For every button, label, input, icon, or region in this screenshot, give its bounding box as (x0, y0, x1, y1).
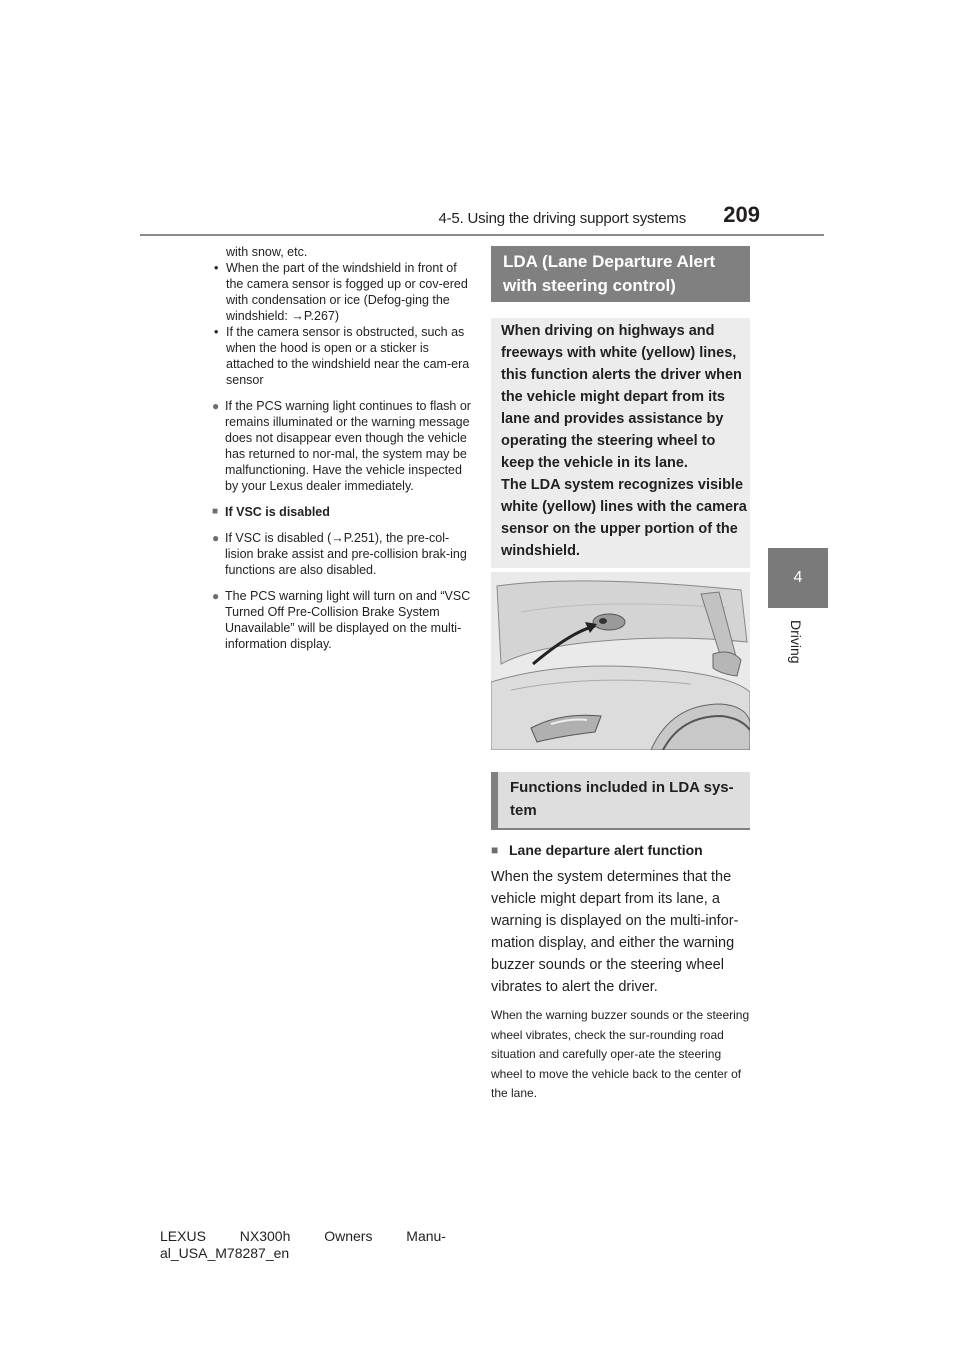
intro-paragraph: The LDA system recognizes visible white (yellow) lines with the camera sensor on the upper portion of the windshield. (501, 477, 747, 559)
functions-section-title: Functions included in LDA sys-tem (491, 772, 750, 830)
lda-section-title: LDA (Lane Departure Alert with steering control) (491, 246, 750, 302)
header-rule (140, 234, 824, 236)
page-header (140, 200, 824, 236)
circle-bullet-icon: ● (212, 399, 220, 413)
footer-word: Manu- (406, 1228, 446, 1244)
vsc-heading: ■ If VSC is disabled (212, 505, 330, 519)
right-column (491, 246, 750, 1104)
intro-paragraph: When driving on highways and freeways with white (yellow) lines, this function alerts the driver when the vehicle might depart from its lane and provides assistance by operating the steering wheel to keep the vehicle in its lane. (501, 323, 742, 471)
footer-line-2: al_USA_M78287_en (160, 1245, 290, 1261)
warning-paragraph: ● If the PCS warning light continues to flash or remains illuminated or the warning message does not disappear even though the vehicle has returned to nor-mal, the system may be malfunctioning. Have the vehicle inspected by your Lexus dealer immediately. (212, 399, 471, 493)
chapter-label: Driving (788, 620, 804, 664)
circle-bullet-icon: ● (212, 531, 220, 545)
square-bullet-icon: ■ (212, 506, 219, 517)
footer-word: LEXUS (160, 1228, 206, 1244)
continued-text: with snow, etc. (226, 245, 308, 259)
condition-list (212, 260, 472, 388)
car-windshield-drawing (491, 572, 750, 750)
vsc-paragraph-2: ● The PCS warning light will turn on and “VSC Turned Off Pre-Collision Brake System Unavailable” will be displayed on the multi-information display. (212, 589, 471, 651)
lane-departure-alert-heading: ■ Lane departure alert function (491, 842, 703, 858)
circle-bullet-icon: ● (212, 589, 220, 603)
list-item: • When the part of the windshield in front of the camera sensor is fogged up or cov-ered with condensation or ice (Defog-ging the windshield: →P.267) (214, 261, 468, 323)
footer-word: NX300h (239, 1228, 291, 1244)
chapter-tab[interactable]: 4 (768, 548, 828, 608)
vsc-paragraph-1: ● If VSC is disabled (→P.251), the pre-col-lision brake assist and pre-collision brak-ing functions are also disabled. (212, 531, 467, 577)
square-bullet-icon: ■ (491, 843, 499, 857)
camera-sensor-illustration (491, 572, 750, 750)
list-item: • If the camera sensor is obstructed, such as when the hood is open or a sticker is attached to the windshield near the cam-era sensor (214, 325, 470, 387)
alert-body-text: When the system determines that the vehicle might depart from its lane, a warning is displayed on the multi-infor-mation display, and either the warning buzzer sounds or the steering wheel vibrates to alert the driver. (491, 869, 739, 995)
footer-word: Owners (324, 1228, 373, 1244)
lda-intro-box (491, 318, 750, 568)
section-header-title: 4-5. Using the driving support systems (438, 210, 686, 227)
page-number: 209 (723, 202, 760, 227)
page-footer (160, 1228, 460, 1262)
left-column (212, 244, 472, 652)
alert-note-text: When the warning buzzer sounds or the steering wheel vibrates, check the sur-rounding road situation and carefully oper-ate the steering wheel to move the vehicle back to the center of the lane. (491, 1008, 750, 1100)
